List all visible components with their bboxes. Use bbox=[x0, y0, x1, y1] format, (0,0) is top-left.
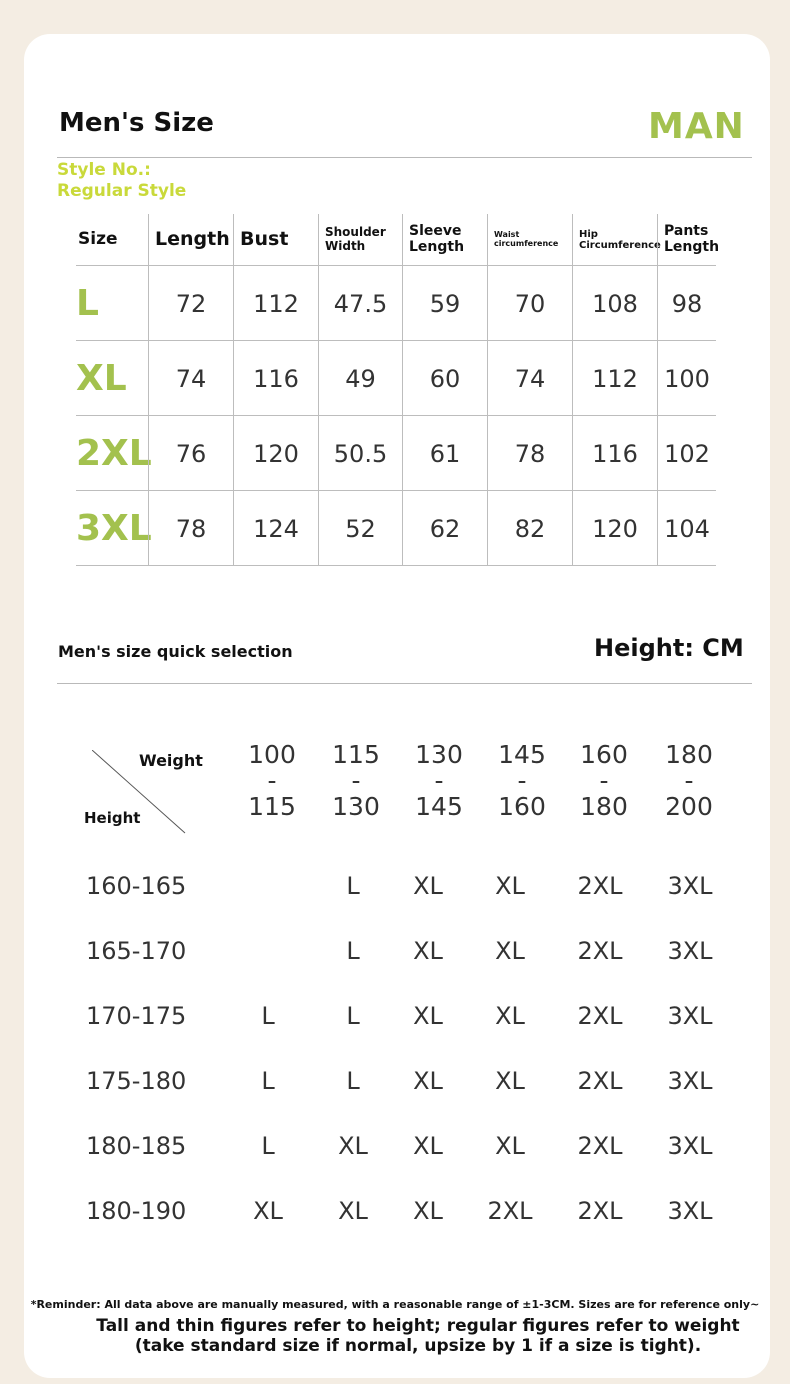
size-table-row bbox=[76, 416, 716, 491]
divider bbox=[57, 683, 752, 684]
recommended-size-cell: 2XL bbox=[577, 1132, 623, 1160]
header-cell: Bust bbox=[233, 214, 318, 265]
weight-range-to: 115 bbox=[248, 792, 296, 821]
weight-range-from: 160 bbox=[580, 740, 628, 769]
weight-range-header bbox=[649, 742, 729, 820]
measurement-cell: 98 bbox=[657, 266, 716, 341]
fit-tip-line-1: Tall and thin figures refer to height; regular figures refer to weight bbox=[96, 1316, 740, 1336]
recommended-size-cell: XL bbox=[413, 872, 443, 900]
recommended-size-cell: 3XL bbox=[667, 872, 713, 900]
height-range-label: 175-180 bbox=[86, 1067, 187, 1095]
measurement-cell: 78 bbox=[487, 416, 572, 491]
height-range-label: 170-175 bbox=[86, 1002, 187, 1030]
header-cell: Size bbox=[78, 229, 118, 250]
size-table-row bbox=[76, 266, 716, 341]
recommended-size-cell: XL bbox=[495, 937, 525, 965]
measurement-cell: 120 bbox=[572, 491, 657, 566]
weight-range-sep: - bbox=[599, 766, 609, 795]
weight-range-to: 200 bbox=[665, 792, 713, 821]
measurement-cell: 60 bbox=[402, 341, 487, 416]
weight-range-from: 115 bbox=[332, 740, 380, 769]
weight-range-from: 100 bbox=[248, 740, 296, 769]
weight-range-to: 180 bbox=[580, 792, 628, 821]
measurement-cell: 49 bbox=[318, 341, 402, 416]
height-row bbox=[0, 866, 790, 906]
header-cell: Sleeve Length bbox=[402, 214, 487, 265]
height-range-label: 180-185 bbox=[86, 1132, 187, 1160]
recommended-size-cell: 2XL bbox=[577, 1067, 623, 1095]
weight-range-sep: - bbox=[267, 766, 277, 795]
recommended-size-cell: L bbox=[261, 1132, 275, 1160]
measurement-cell: 112 bbox=[233, 266, 318, 341]
recommended-size-cell: XL bbox=[413, 1002, 443, 1030]
measurement-cell: 72 bbox=[148, 266, 233, 341]
weight-range-header bbox=[316, 742, 396, 820]
header-cell: Length bbox=[148, 214, 233, 265]
height-row bbox=[0, 996, 790, 1036]
measurement-cell: 108 bbox=[572, 266, 657, 341]
recommended-size-cell: XL bbox=[253, 1197, 283, 1225]
row-divider bbox=[76, 565, 716, 566]
recommended-size-cell: L bbox=[261, 1002, 275, 1030]
height-range-label: 160-165 bbox=[86, 872, 187, 900]
measurement-cell: 100 bbox=[657, 341, 716, 416]
recommended-size-cell: 3XL bbox=[667, 1067, 713, 1095]
size-table-header bbox=[76, 214, 720, 265]
measurement-cell: 70 bbox=[487, 266, 572, 341]
measurement-cell: 78 bbox=[148, 491, 233, 566]
recommended-size-cell: 2XL bbox=[577, 872, 623, 900]
size-cell: 3XL bbox=[76, 508, 152, 549]
recommended-size-cell: L bbox=[346, 872, 360, 900]
height-range-label: 165-170 bbox=[86, 937, 187, 965]
measurement-cell: 74 bbox=[148, 341, 233, 416]
recommended-size-cell: L bbox=[346, 1067, 360, 1095]
measurement-cell: 52 bbox=[318, 491, 402, 566]
weight-range-to: 160 bbox=[498, 792, 546, 821]
recommended-size-cell: XL bbox=[495, 872, 525, 900]
recommended-size-cell: XL bbox=[413, 1067, 443, 1095]
recommended-size-cell: L bbox=[261, 1067, 275, 1095]
measurement-cell: 112 bbox=[572, 341, 657, 416]
measurement-cell: 50.5 bbox=[318, 416, 402, 491]
recommended-size-cell: 3XL bbox=[667, 937, 713, 965]
measurement-cell: 116 bbox=[233, 341, 318, 416]
size-table-row bbox=[76, 491, 716, 566]
height-row bbox=[0, 1061, 790, 1101]
measurement-cell: 124 bbox=[233, 491, 318, 566]
recommended-size-cell: XL bbox=[495, 1132, 525, 1160]
header-cell: Pants Length bbox=[657, 214, 716, 265]
weight-range-sep: - bbox=[517, 766, 527, 795]
recommended-size-cell: 2XL bbox=[577, 937, 623, 965]
weight-range-header bbox=[232, 742, 312, 820]
divider bbox=[57, 157, 752, 158]
recommended-size-cell: L bbox=[346, 1002, 360, 1030]
recommended-size-cell: 2XL bbox=[577, 1197, 623, 1225]
recommended-size-cell: 3XL bbox=[667, 1002, 713, 1030]
fit-tip-line-2: (take standard size if normal, upsize by 1 if a size is tight). bbox=[134, 1336, 702, 1356]
weight-range-to: 145 bbox=[415, 792, 463, 821]
header-cell: Waist circumference bbox=[487, 214, 572, 265]
page-title: Men's Size bbox=[59, 108, 214, 138]
recommended-size-cell: XL bbox=[495, 1002, 525, 1030]
weight-range-sep: - bbox=[434, 766, 444, 795]
recommended-size-cell: 2XL bbox=[487, 1197, 533, 1225]
header-cell: Hip Circumference bbox=[572, 214, 657, 265]
weight-range-sep: - bbox=[351, 766, 361, 795]
measurement-cell: 59 bbox=[402, 266, 487, 341]
weight-range-from: 180 bbox=[665, 740, 713, 769]
recommended-size-cell: XL bbox=[413, 1132, 443, 1160]
recommended-size-cell: 2XL bbox=[577, 1002, 623, 1030]
measurement-cell: 82 bbox=[487, 491, 572, 566]
size-table-row bbox=[76, 341, 716, 416]
weight-range-header bbox=[399, 742, 479, 820]
height-range-label: 180-190 bbox=[86, 1197, 187, 1225]
weight-range-from: 130 bbox=[415, 740, 463, 769]
recommended-size-cell: 3XL bbox=[667, 1197, 713, 1225]
height-unit-label: Height: CM bbox=[594, 634, 744, 662]
weight-range-from: 145 bbox=[498, 740, 546, 769]
recommended-size-cell: 3XL bbox=[667, 1132, 713, 1160]
reminder-note: *Reminder: All data above are manually measured, with a reasonable range of ±1-3CM. Sizes are for reference only~ bbox=[30, 1298, 760, 1311]
measurement-cell: 76 bbox=[148, 416, 233, 491]
height-row bbox=[0, 1191, 790, 1231]
weight-range-header bbox=[564, 742, 644, 820]
style-name-label: Regular Style bbox=[57, 181, 187, 201]
header-cell: Shoulder Width bbox=[318, 214, 402, 265]
size-cell: XL bbox=[76, 358, 127, 399]
measurement-cell: 61 bbox=[402, 416, 487, 491]
brand-label: MAN bbox=[648, 106, 745, 147]
recommended-size-cell: XL bbox=[338, 1197, 368, 1225]
height-row bbox=[0, 1126, 790, 1166]
measurement-cell: 74 bbox=[487, 341, 572, 416]
weight-axis-label: Weight bbox=[139, 751, 203, 770]
recommended-size-cell: XL bbox=[413, 1197, 443, 1225]
measurement-cell: 120 bbox=[233, 416, 318, 491]
measurement-cell: 102 bbox=[657, 416, 716, 491]
recommended-size-cell: XL bbox=[338, 1132, 368, 1160]
measurement-cell: 62 bbox=[402, 491, 487, 566]
recommended-size-cell: L bbox=[346, 937, 360, 965]
measurement-cell: 116 bbox=[572, 416, 657, 491]
measurement-cell: 47.5 bbox=[318, 266, 402, 341]
weight-range-to: 130 bbox=[332, 792, 380, 821]
style-number-label: Style No.: bbox=[57, 160, 151, 180]
recommended-size-cell: XL bbox=[495, 1067, 525, 1095]
height-row bbox=[0, 931, 790, 971]
weight-range-sep: - bbox=[684, 766, 694, 795]
size-cell: L bbox=[76, 283, 99, 324]
recommended-size-cell: XL bbox=[413, 937, 443, 965]
height-axis-label: Height bbox=[84, 809, 141, 827]
size-cell: 2XL bbox=[76, 433, 152, 474]
measurement-cell: 104 bbox=[657, 491, 716, 566]
weight-range-header bbox=[482, 742, 562, 820]
quick-selection-title: Men's size quick selection bbox=[58, 642, 293, 661]
